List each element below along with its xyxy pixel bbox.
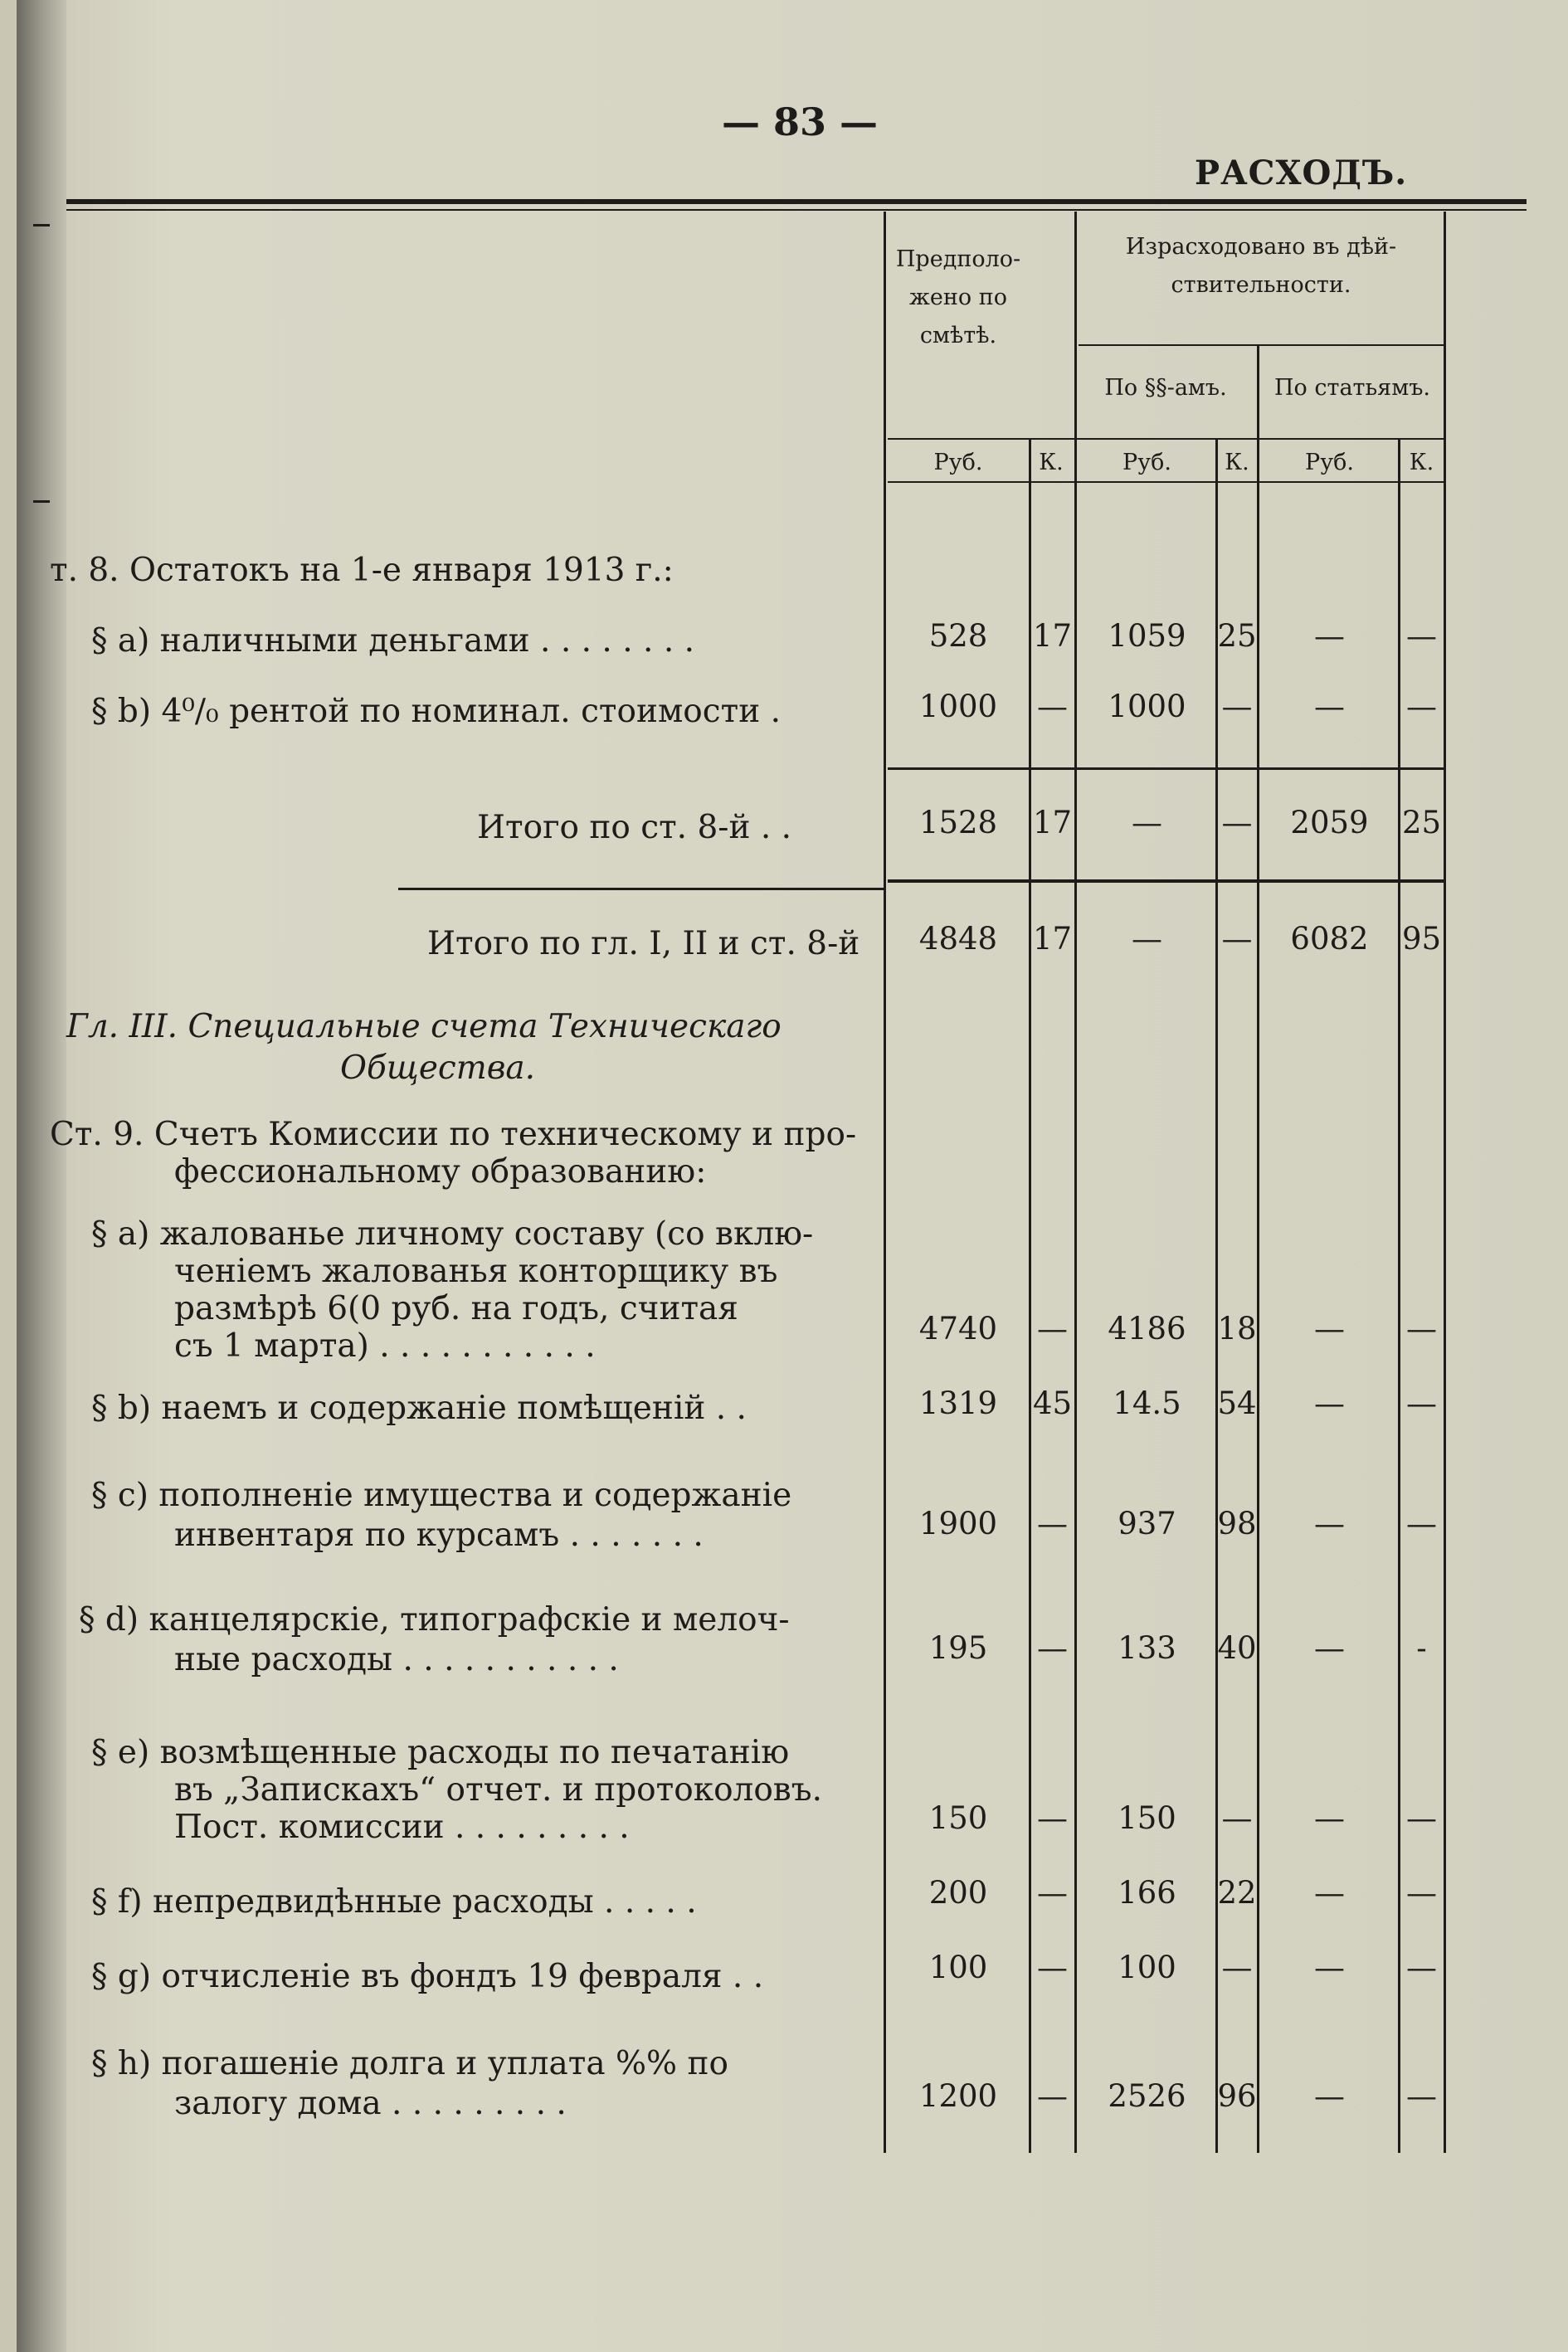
cell-planned-rub: 1319 <box>918 1385 998 1421</box>
cell-art-kop: — <box>1406 1875 1437 1911</box>
cell-para-kop: 98 <box>1217 1506 1257 1541</box>
cell-art-kop: - <box>1416 1630 1427 1666</box>
cell-art-rub: — <box>1314 689 1345 724</box>
cell-art-rub: — <box>1314 2078 1345 2114</box>
cell-para-rub: 166 <box>1118 1875 1176 1911</box>
cell-para-rub: — <box>1132 921 1162 957</box>
cell-art-rub: 2059 <box>1290 805 1369 840</box>
row-label-cont: ные расходы . . . . . . . . . . . <box>174 1641 619 1678</box>
row-label: § c) пополненіе имущества и содержаніе <box>91 1477 792 1514</box>
total-rule-1 <box>888 767 1444 770</box>
row-label: § h) погашеніе долга и уплата %% по <box>91 2045 728 2082</box>
header-planned: Предполо- жено по смѣтѣ. <box>895 246 1021 348</box>
cell-art-kop: — <box>1406 618 1437 654</box>
row-label-cont: залогу дома . . . . . . . . . <box>174 2085 567 2122</box>
cell-para-kop: — <box>1221 689 1253 724</box>
cell-art-rub: — <box>1314 1506 1345 1541</box>
row-label-cont: въ „Запискахъ“ отчет. и протоколовъ. <box>174 1771 822 1809</box>
cell-para-kop: 54 <box>1217 1385 1257 1421</box>
cell-para-rub: — <box>1132 805 1162 840</box>
row-label: § a) наличными деньгами . . . . . . . . <box>91 622 695 660</box>
cell-para-rub: 150 <box>1118 1800 1176 1836</box>
row-label: т. 8. Остатокъ на 1-е января 1913 г.: <box>50 552 674 589</box>
cell-art-rub: 6082 <box>1290 921 1369 957</box>
cell-art-kop: — <box>1406 689 1437 724</box>
facing-page-fragment <box>33 224 50 503</box>
cell-planned-rub: 1200 <box>918 2078 998 2114</box>
cell-planned-kop: — <box>1037 2078 1068 2114</box>
cell-planned-kop: — <box>1037 689 1068 724</box>
cell-planned-rub: 4848 <box>918 921 998 957</box>
header-kop-1: К. <box>1039 450 1064 475</box>
cell-planned-kop: 45 <box>1032 1385 1073 1421</box>
cell-para-kop: — <box>1221 805 1253 840</box>
chapter-title-line2: Общества. <box>340 1049 536 1087</box>
cell-art-kop: 25 <box>1401 805 1442 840</box>
header-kop-3: К. <box>1409 450 1434 475</box>
cell-art-rub: — <box>1314 1630 1345 1666</box>
top-rule-thin <box>66 209 1527 211</box>
row-label-cont: размѣрѣ 6(0 руб. на годъ, считая <box>174 1290 738 1327</box>
cell-para-kop: — <box>1221 1950 1253 1985</box>
cell-para-rub: 4186 <box>1108 1311 1186 1346</box>
cell-para-kop: 40 <box>1217 1630 1257 1666</box>
cell-para-rub: 1000 <box>1108 689 1186 724</box>
col-line-6 <box>1444 212 1446 2153</box>
header-kop-2: К. <box>1225 450 1249 475</box>
header-by-articles: По статьямъ. <box>1274 375 1430 401</box>
cell-art-kop: 95 <box>1401 921 1442 957</box>
cell-planned-rub: 100 <box>928 1950 988 1985</box>
row-label: § a) жалованье личному составу (со вклю- <box>91 1215 814 1253</box>
section-title: РАСХОДЪ. <box>1195 153 1408 192</box>
col-line-2 <box>1074 212 1077 2153</box>
cell-para-kop: — <box>1221 1800 1253 1836</box>
cell-para-rub: 1059 <box>1108 618 1186 654</box>
cell-planned-kop: 17 <box>1032 921 1073 957</box>
cell-planned-rub: 1000 <box>918 689 998 724</box>
cell-planned-kop: — <box>1037 1506 1068 1541</box>
cell-planned-kop: — <box>1037 1311 1068 1346</box>
row-label-cont: инвентаря по курсамъ . . . . . . . <box>174 1517 704 1554</box>
total-rule-2b <box>888 879 1444 883</box>
header-by-paragraphs: По §§-амъ. <box>1104 375 1227 401</box>
cell-art-kop: — <box>1406 1950 1437 1985</box>
cell-art-rub: — <box>1314 1950 1345 1985</box>
cell-planned-kop: — <box>1037 1800 1068 1836</box>
cell-para-kop: 25 <box>1217 618 1257 654</box>
header-rule-1 <box>1079 344 1444 346</box>
cell-art-rub: — <box>1314 618 1345 654</box>
cell-art-kop: — <box>1406 1311 1437 1346</box>
row-label: Ст. 9. Счетъ Комиссии по техническому и про- <box>50 1116 857 1153</box>
row-label: Итого по ст. 8-й . . <box>477 809 792 846</box>
cell-planned-rub: 1528 <box>918 805 998 840</box>
row-label-cont: Пост. комиссии . . . . . . . . . <box>174 1809 630 1846</box>
cell-art-kop: — <box>1406 1506 1437 1541</box>
cell-planned-rub: 200 <box>928 1875 988 1911</box>
cell-planned-rub: 1900 <box>918 1506 998 1541</box>
cell-planned-rub: 195 <box>928 1630 988 1666</box>
row-label-cont: фессиональному образованию: <box>174 1153 707 1191</box>
header-rub-1: Руб. <box>933 450 983 475</box>
cell-art-rub: — <box>1314 1800 1345 1836</box>
cell-art-rub: — <box>1314 1311 1345 1346</box>
total-rule-2a <box>398 888 884 890</box>
cell-para-rub: 937 <box>1118 1506 1176 1541</box>
cell-para-rub: 2526 <box>1108 2078 1186 2114</box>
cell-para-rub: 100 <box>1118 1950 1176 1985</box>
cell-para-kop: — <box>1221 921 1253 957</box>
row-label: § g) отчисленіе въ фондъ 19 февраля . . <box>91 1958 764 1995</box>
cell-planned-kop: — <box>1037 1950 1068 1985</box>
cell-planned-kop: 17 <box>1032 805 1073 840</box>
cell-para-kop: 96 <box>1217 2078 1257 2114</box>
chapter-title: Гл. III. Специальные счета Техническаго <box>66 1008 782 1045</box>
page-number: — 83 — <box>722 100 879 144</box>
cell-art-rub: — <box>1314 1385 1345 1421</box>
row-label: § e) возмѣщенные расходы по печатанію <box>91 1734 790 1771</box>
cell-planned-rub: 528 <box>928 618 988 654</box>
row-label: § b) наемъ и содержаніе помѣщеній . . <box>91 1390 747 1427</box>
header-rule-2 <box>888 438 1444 440</box>
ledger-page <box>17 0 1568 2352</box>
header-rub-2: Руб. <box>1122 450 1171 475</box>
cell-planned-kop: 17 <box>1032 618 1073 654</box>
row-label-cont: съ 1 марта) . . . . . . . . . . . <box>174 1327 596 1365</box>
cell-art-kop: — <box>1406 2078 1437 2114</box>
cell-planned-rub: 150 <box>928 1800 988 1836</box>
cell-para-rub: 14.5 <box>1113 1385 1181 1421</box>
cell-planned-kop: — <box>1037 1875 1068 1911</box>
header-rub-3: Руб. <box>1305 450 1354 475</box>
col-line-0 <box>884 212 886 2153</box>
header-spent: Израсходовано въ дѣй- ствительности. <box>1125 234 1397 298</box>
row-label: § f) непредвидѣнные расходы . . . . . <box>91 1883 697 1921</box>
header-rule-3 <box>888 481 1444 483</box>
row-label: § b) 4⁰/₀ рентой по номинал. стоимости . <box>91 693 781 730</box>
row-label-cont: ченіемъ жалованья конторщику въ <box>174 1253 778 1290</box>
cell-para-kop: 18 <box>1217 1311 1257 1346</box>
cell-art-kop: — <box>1406 1385 1437 1421</box>
row-label: Итого по гл. I, II и ст. 8-й <box>427 925 860 962</box>
top-rule <box>66 199 1527 204</box>
col-line-4 <box>1257 344 1259 2153</box>
cell-art-rub: — <box>1314 1875 1345 1911</box>
row-label: § d) канцелярскіе, типографскіе и мелоч- <box>79 1601 790 1639</box>
cell-art-kop: — <box>1406 1800 1437 1836</box>
cell-planned-kop: — <box>1037 1630 1068 1666</box>
cell-para-rub: 133 <box>1118 1630 1176 1666</box>
cell-planned-rub: 4740 <box>918 1311 998 1346</box>
cell-para-kop: 22 <box>1217 1875 1257 1911</box>
